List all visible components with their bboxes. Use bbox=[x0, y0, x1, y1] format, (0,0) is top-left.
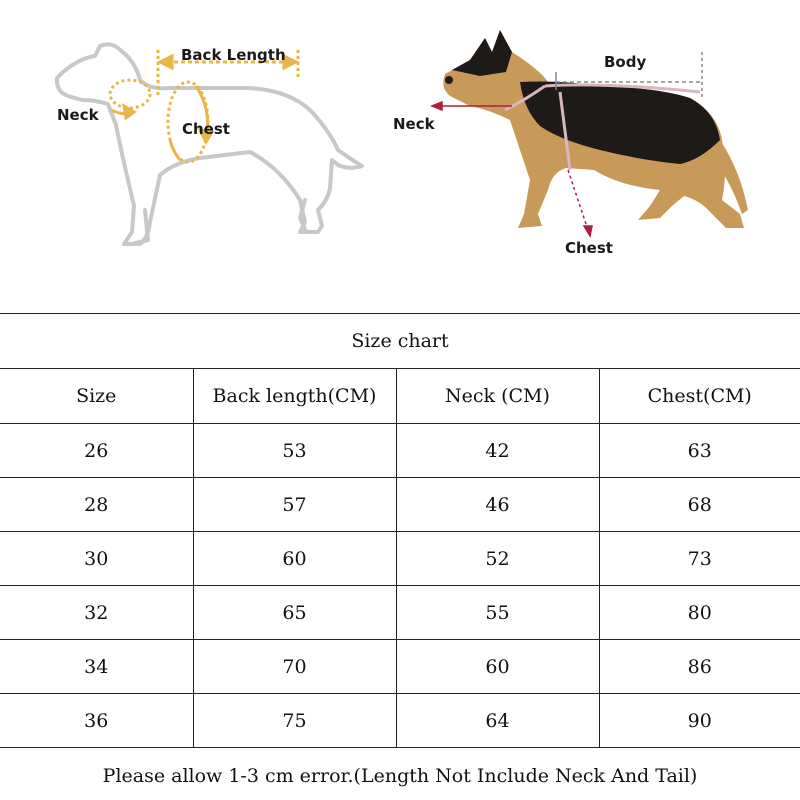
cell-size: 26 bbox=[0, 424, 193, 478]
cell-back-length: 53 bbox=[193, 424, 396, 478]
table-row bbox=[0, 424, 800, 478]
cell-chest: 63 bbox=[599, 424, 800, 478]
table-row bbox=[0, 586, 800, 640]
header-size: Size bbox=[0, 369, 193, 424]
cell-neck: 64 bbox=[396, 694, 599, 748]
outline-dog bbox=[57, 44, 362, 244]
table-row bbox=[0, 640, 800, 694]
cell-neck: 42 bbox=[396, 424, 599, 478]
cell-back-length: 70 bbox=[193, 640, 396, 694]
dog-diagrams bbox=[0, 0, 800, 300]
cell-size: 34 bbox=[0, 640, 193, 694]
cell-chest: 80 bbox=[599, 586, 800, 640]
table-row bbox=[0, 694, 800, 748]
cell-chest: 68 bbox=[599, 478, 800, 532]
cell-neck: 52 bbox=[396, 532, 599, 586]
chest-label-left: Chest bbox=[182, 120, 230, 138]
header-neck: Neck (CM) bbox=[396, 369, 599, 424]
header-chest: Chest(CM) bbox=[599, 369, 800, 424]
body-label: Body bbox=[604, 53, 647, 71]
cell-size: 36 bbox=[0, 694, 193, 748]
cell-chest: 73 bbox=[599, 532, 800, 586]
size-chart-title-row bbox=[0, 314, 800, 369]
neck-measure bbox=[110, 80, 150, 118]
size-chart-table bbox=[0, 313, 800, 748]
neck-label-left: Neck bbox=[57, 106, 99, 124]
cell-neck: 55 bbox=[396, 586, 599, 640]
error-note: Please allow 1-3 cm error.(Length Not Include Neck And Tail) bbox=[102, 765, 698, 787]
table-row bbox=[0, 478, 800, 532]
cell-size: 28 bbox=[0, 478, 193, 532]
cell-neck: 60 bbox=[396, 640, 599, 694]
measurement-illustration bbox=[0, 0, 800, 300]
cell-chest: 86 bbox=[599, 640, 800, 694]
size-chart-title: Size chart bbox=[0, 314, 800, 369]
table-row bbox=[0, 532, 800, 586]
back-length-label: Back Length bbox=[181, 46, 286, 64]
cell-back-length: 65 bbox=[193, 586, 396, 640]
cell-back-length: 57 bbox=[193, 478, 396, 532]
cell-back-length: 75 bbox=[193, 694, 396, 748]
cell-chest: 90 bbox=[599, 694, 800, 748]
header-back-length: Back length(CM) bbox=[193, 369, 396, 424]
cell-neck: 46 bbox=[396, 478, 599, 532]
cell-back-length: 60 bbox=[193, 532, 396, 586]
header-row bbox=[0, 369, 800, 424]
neck-label-right: Neck bbox=[393, 115, 435, 133]
chest-label-right: Chest bbox=[565, 239, 613, 257]
cell-size: 32 bbox=[0, 586, 193, 640]
cell-size: 30 bbox=[0, 532, 193, 586]
